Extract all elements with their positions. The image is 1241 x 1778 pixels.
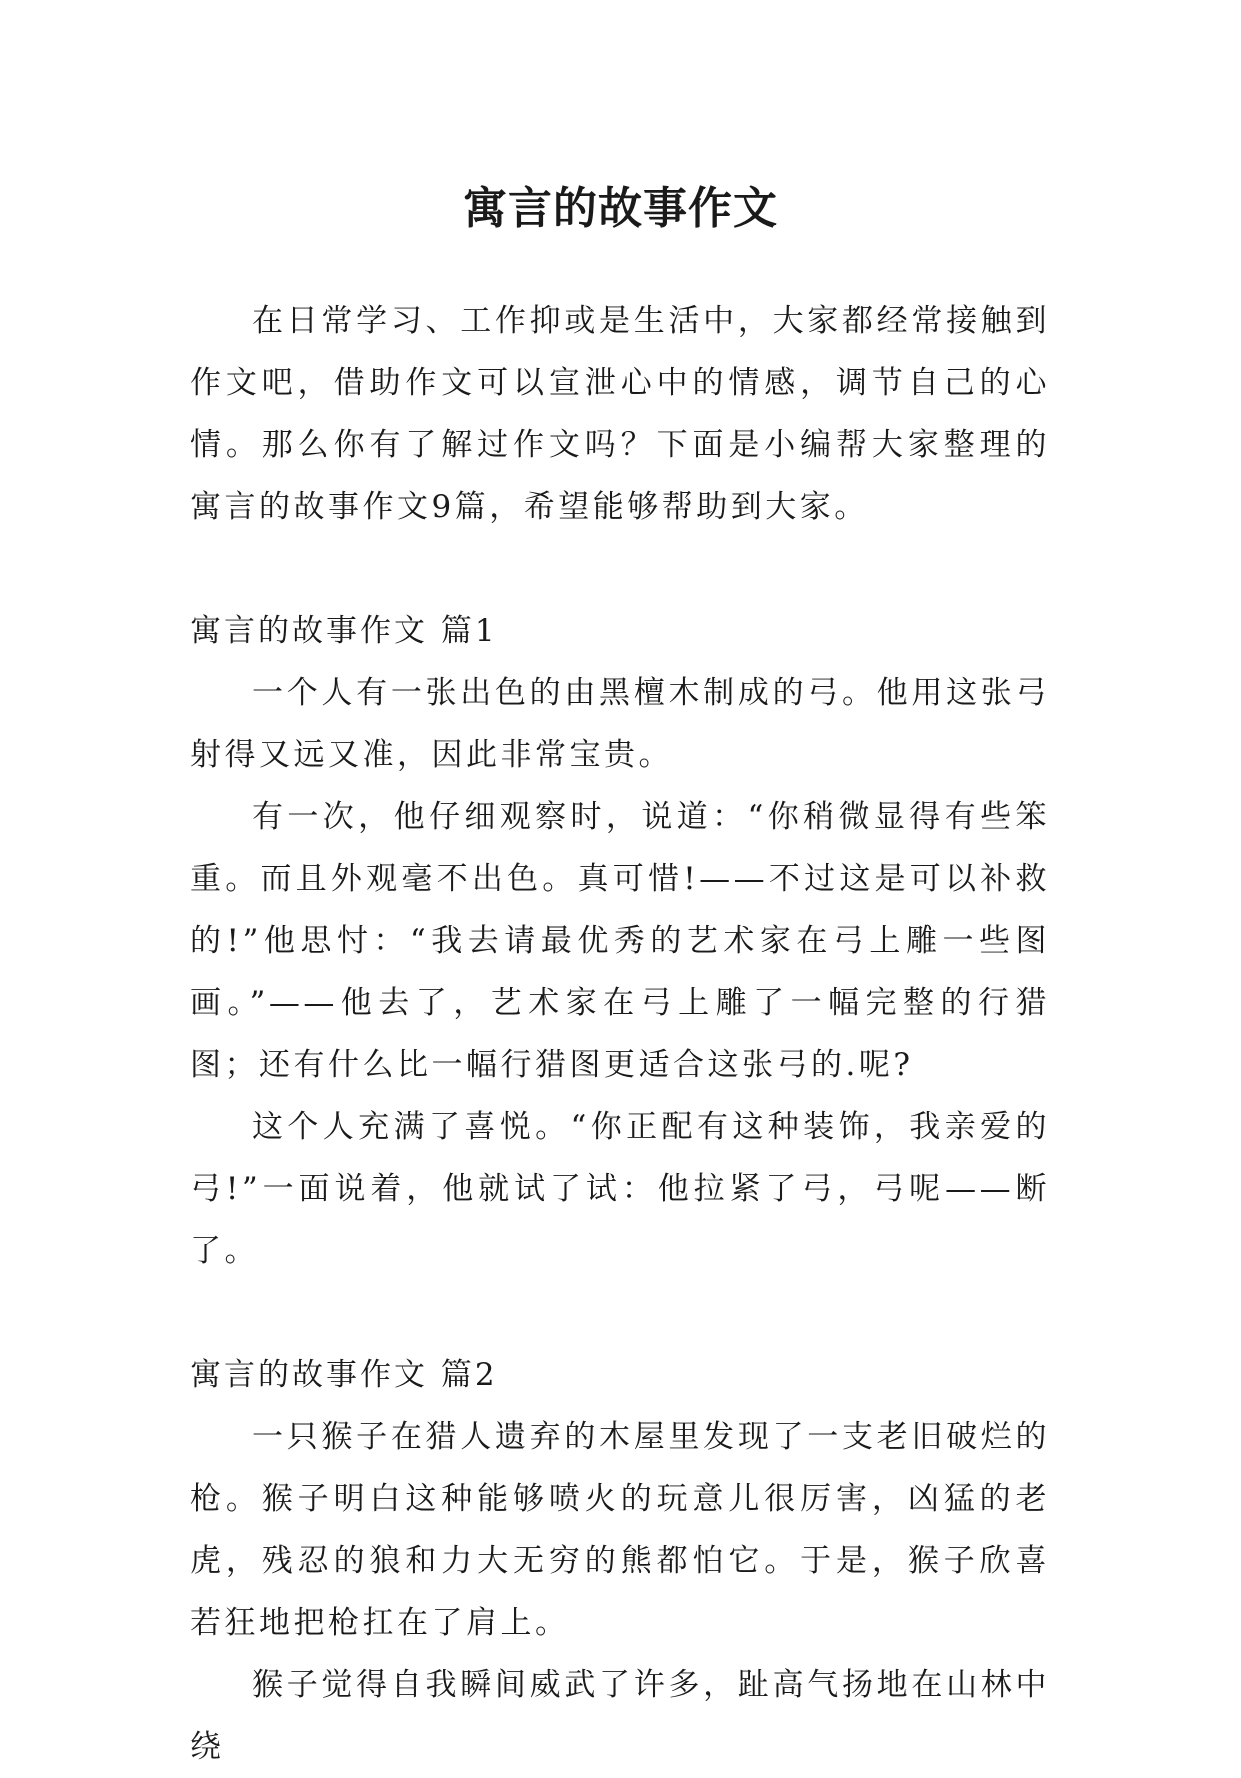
section-heading-2: 寓言的故事作文 篇2: [190, 1357, 498, 1393]
section-1-paragraph-1: 一个人有一张出色的由黑檀木制成的弓。他用这张弓射得又远又准，因此非常宝贵。: [190, 675, 1050, 773]
section-2-paragraph-2: 猴子觉得自我瞬间威武了许多，趾高气扬地在山林中绕: [190, 1667, 1050, 1765]
section-1-paragraph-3: 这个人充满了喜悦。“你正配有这种装饰，我亲爱的弓!”一面说着，他就试了试：他拉紧了弓，弓呢——断了。: [190, 1109, 1050, 1269]
document-title: 寓言的故事作文: [463, 183, 778, 235]
section-heading-1: 寓言的故事作文 篇1: [190, 613, 498, 649]
section-1-paragraph-2: 有一次，他仔细观察时，说道：“你稍微显得有些笨重。而且外观毫不出色。真可惜!——不过这是可以补救的!”他思忖：“我去请最优秀的艺术家在弓上雕一些图画。”——他去了，艺术家在弓上雕了一幅完整的行猎图；还有什么比一幅行猎图更适合这张弓的.呢?: [190, 799, 1050, 1083]
section-gap: [190, 1282, 1050, 1344]
section-gap: [190, 538, 1050, 600]
document-body: [190, 290, 1050, 1778]
intro-paragraph: 在日常学习、工作抑或是生活中，大家都经常接触到作文吧，借助作文可以宣泄心中的情感，调节自己的心情。那么你有了解过作文吗？下面是小编帮大家整理的寓言的故事作文9篇，希望能够帮助到大家。: [190, 303, 1050, 525]
section-2-paragraph-1: 一只猴子在猎人遗弃的木屋里发现了一支老旧破烂的枪。猴子明白这种能够喷火的玩意儿很厉害，凶猛的老虎，残忍的狼和力大无穷的熊都怕它。于是，猴子欣喜若狂地把枪扛在了肩上。: [190, 1419, 1050, 1641]
